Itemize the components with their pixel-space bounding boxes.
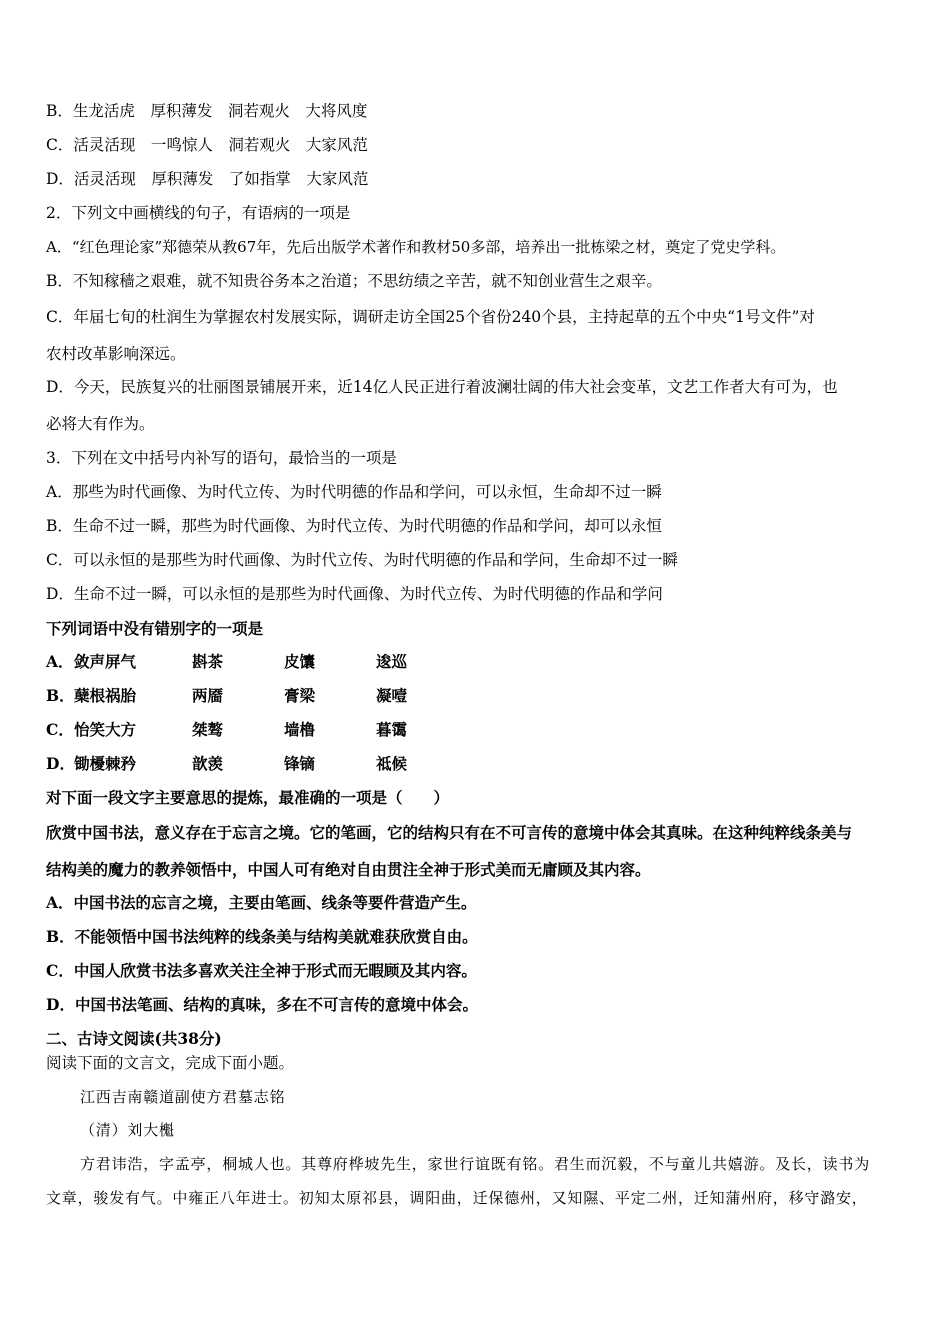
q4-row-a xyxy=(46,651,466,673)
q3-option-d: D．生命不过一瞬，可以永恒的是那些为时代画像、为时代立传、为时代明德的作品和学问 xyxy=(46,585,663,603)
q4-word: 膏梁 xyxy=(284,686,316,705)
q4-row-label: C． xyxy=(46,720,74,739)
q4-word: 敛声屏气 xyxy=(74,652,137,671)
passage-text-line2: 文章，骏发有气。中雍正八年进士。初知太原祁县，调阳曲，迁保德州，又知隰、平定二州，迁知蒲州府，移守潞安， xyxy=(46,1189,868,1207)
q4-word: 锄櫌棘矜 xyxy=(74,754,137,773)
q1-option-c: C．活灵活现 一鸣惊人 洞若观火 大家风范 xyxy=(46,136,368,154)
section-heading: 二、古诗文阅读(共38分) xyxy=(46,1029,222,1048)
q2-option-d-line2: 必将大有作为。 xyxy=(46,415,155,433)
q4-row-label: D． xyxy=(46,754,75,773)
q4-word: 歆羡 xyxy=(192,754,224,773)
q4-row-label: A． xyxy=(46,652,74,671)
q4-word: 怡笑大方 xyxy=(74,720,137,739)
q1-option-d: D．活灵活现 厚积薄发 了如指掌 大家风范 xyxy=(46,170,369,188)
q4-word: 逡巡 xyxy=(376,652,408,671)
q4-word: 蘖根祸胎 xyxy=(74,686,137,705)
q4-stem: 下列词语中没有错别字的一项是 xyxy=(46,619,264,638)
q2-option-b: B．不知稼穑之艰难，就不知贵谷务本之治道；不思纺绩之辛苦，就不知创业营生之艰辛。 xyxy=(46,272,662,290)
q4-word: 锋镝 xyxy=(284,754,316,773)
q4-word: 墙橹 xyxy=(284,720,316,739)
q3-stem: 3．下列在文中括号内补写的语句，最恰当的一项是 xyxy=(46,449,397,467)
q4-row-b xyxy=(46,685,466,707)
q5-stem: 对下面一段文字主要意思的提炼，最准确的一项是（ ） xyxy=(46,788,450,807)
q5-option-b: B．不能领悟中国书法纯粹的线条美与结构美就难获欣赏自由。 xyxy=(46,927,478,946)
passage-text-line1: 方君讳浩，字孟亭，桐城人也。其尊府桦坡先生，家世行谊既有铭。君生而沉毅，不与童儿共嬉游。及长，读书为 xyxy=(80,1155,871,1173)
q4-word: 两靥 xyxy=(192,686,224,705)
q2-option-a: A．“红色理论家”郑德荣从教67年，先后出版学术著作和教材50多部，培养出一批栋梁之材，奠定了党史学科。 xyxy=(46,238,786,256)
section-instruction: 阅读下面的文言文，完成下面小题。 xyxy=(46,1054,295,1072)
q2-option-c-line2: 农村改革影响深远。 xyxy=(46,345,186,363)
q4-row-d xyxy=(46,753,466,775)
q3-option-b: B．生命不过一瞬，那些为时代画像、为时代立传、为时代明德的作品和学问，却可以永恒 xyxy=(46,517,662,535)
q4-word: 祗候 xyxy=(376,754,408,773)
q2-stem: 2．下列文中画横线的句子，有语病的一项是 xyxy=(46,204,351,222)
passage-title: 江西吉南赣道副使方君墓志铭 xyxy=(80,1088,286,1106)
q5-passage-line2: 结构美的魔力的教养领悟中，中国人可有绝对自由贯注全神于形式美而无庸顾及其内容。 xyxy=(46,860,651,879)
q5-option-a: A．中国书法的忘言之境，主要由笔画、线条等要件营造产生。 xyxy=(46,893,477,912)
q4-row-c xyxy=(46,719,466,741)
q5-option-d: D．中国书法笔画、结构的真味，多在不可言传的意境中体会。 xyxy=(46,995,478,1014)
q4-word: 凝噎 xyxy=(376,686,408,705)
q2-option-d-line1: D．今天，民族复兴的壮丽图景铺展开来，近14亿人民正进行着波澜壮阔的伟大社会变革，文艺工作者大有可为，也 xyxy=(46,378,838,396)
q5-passage-line1: 欣赏中国书法，意义存在于忘言之境。它的笔画，它的结构只有在不可言传的意境中体会其真味。在这种纯粹线条美与 xyxy=(46,823,853,842)
q4-row-label: B． xyxy=(46,686,75,705)
q4-word: 桀骜 xyxy=(192,720,224,739)
q4-word: 斟茶 xyxy=(192,652,224,671)
passage-author: （清）刘大櫆 xyxy=(80,1121,175,1139)
q3-option-c: C．可以永恒的是那些为时代画像、为时代立传、为时代明德的作品和学问，生命却不过一瞬 xyxy=(46,551,678,569)
q3-option-a: A．那些为时代画像、为时代立传、为时代明德的作品和学问，可以永恒，生命却不过一瞬 xyxy=(46,483,662,501)
q4-word: 暮霭 xyxy=(376,720,408,739)
q1-option-b: B．生龙活虎 厚积薄发 洞若观火 大将风度 xyxy=(46,102,368,120)
q5-option-c: C．中国人欣赏书法多喜欢关注全神于形式而无暇顾及其内容。 xyxy=(46,961,477,980)
q2-option-c-line1: C．年届七旬的杜润生为掌握农村发展实际，调研走访全国25个省份240个县，主持起草的五个中央“1号文件”对 xyxy=(46,308,815,326)
q4-word: 皮馕 xyxy=(284,652,316,671)
